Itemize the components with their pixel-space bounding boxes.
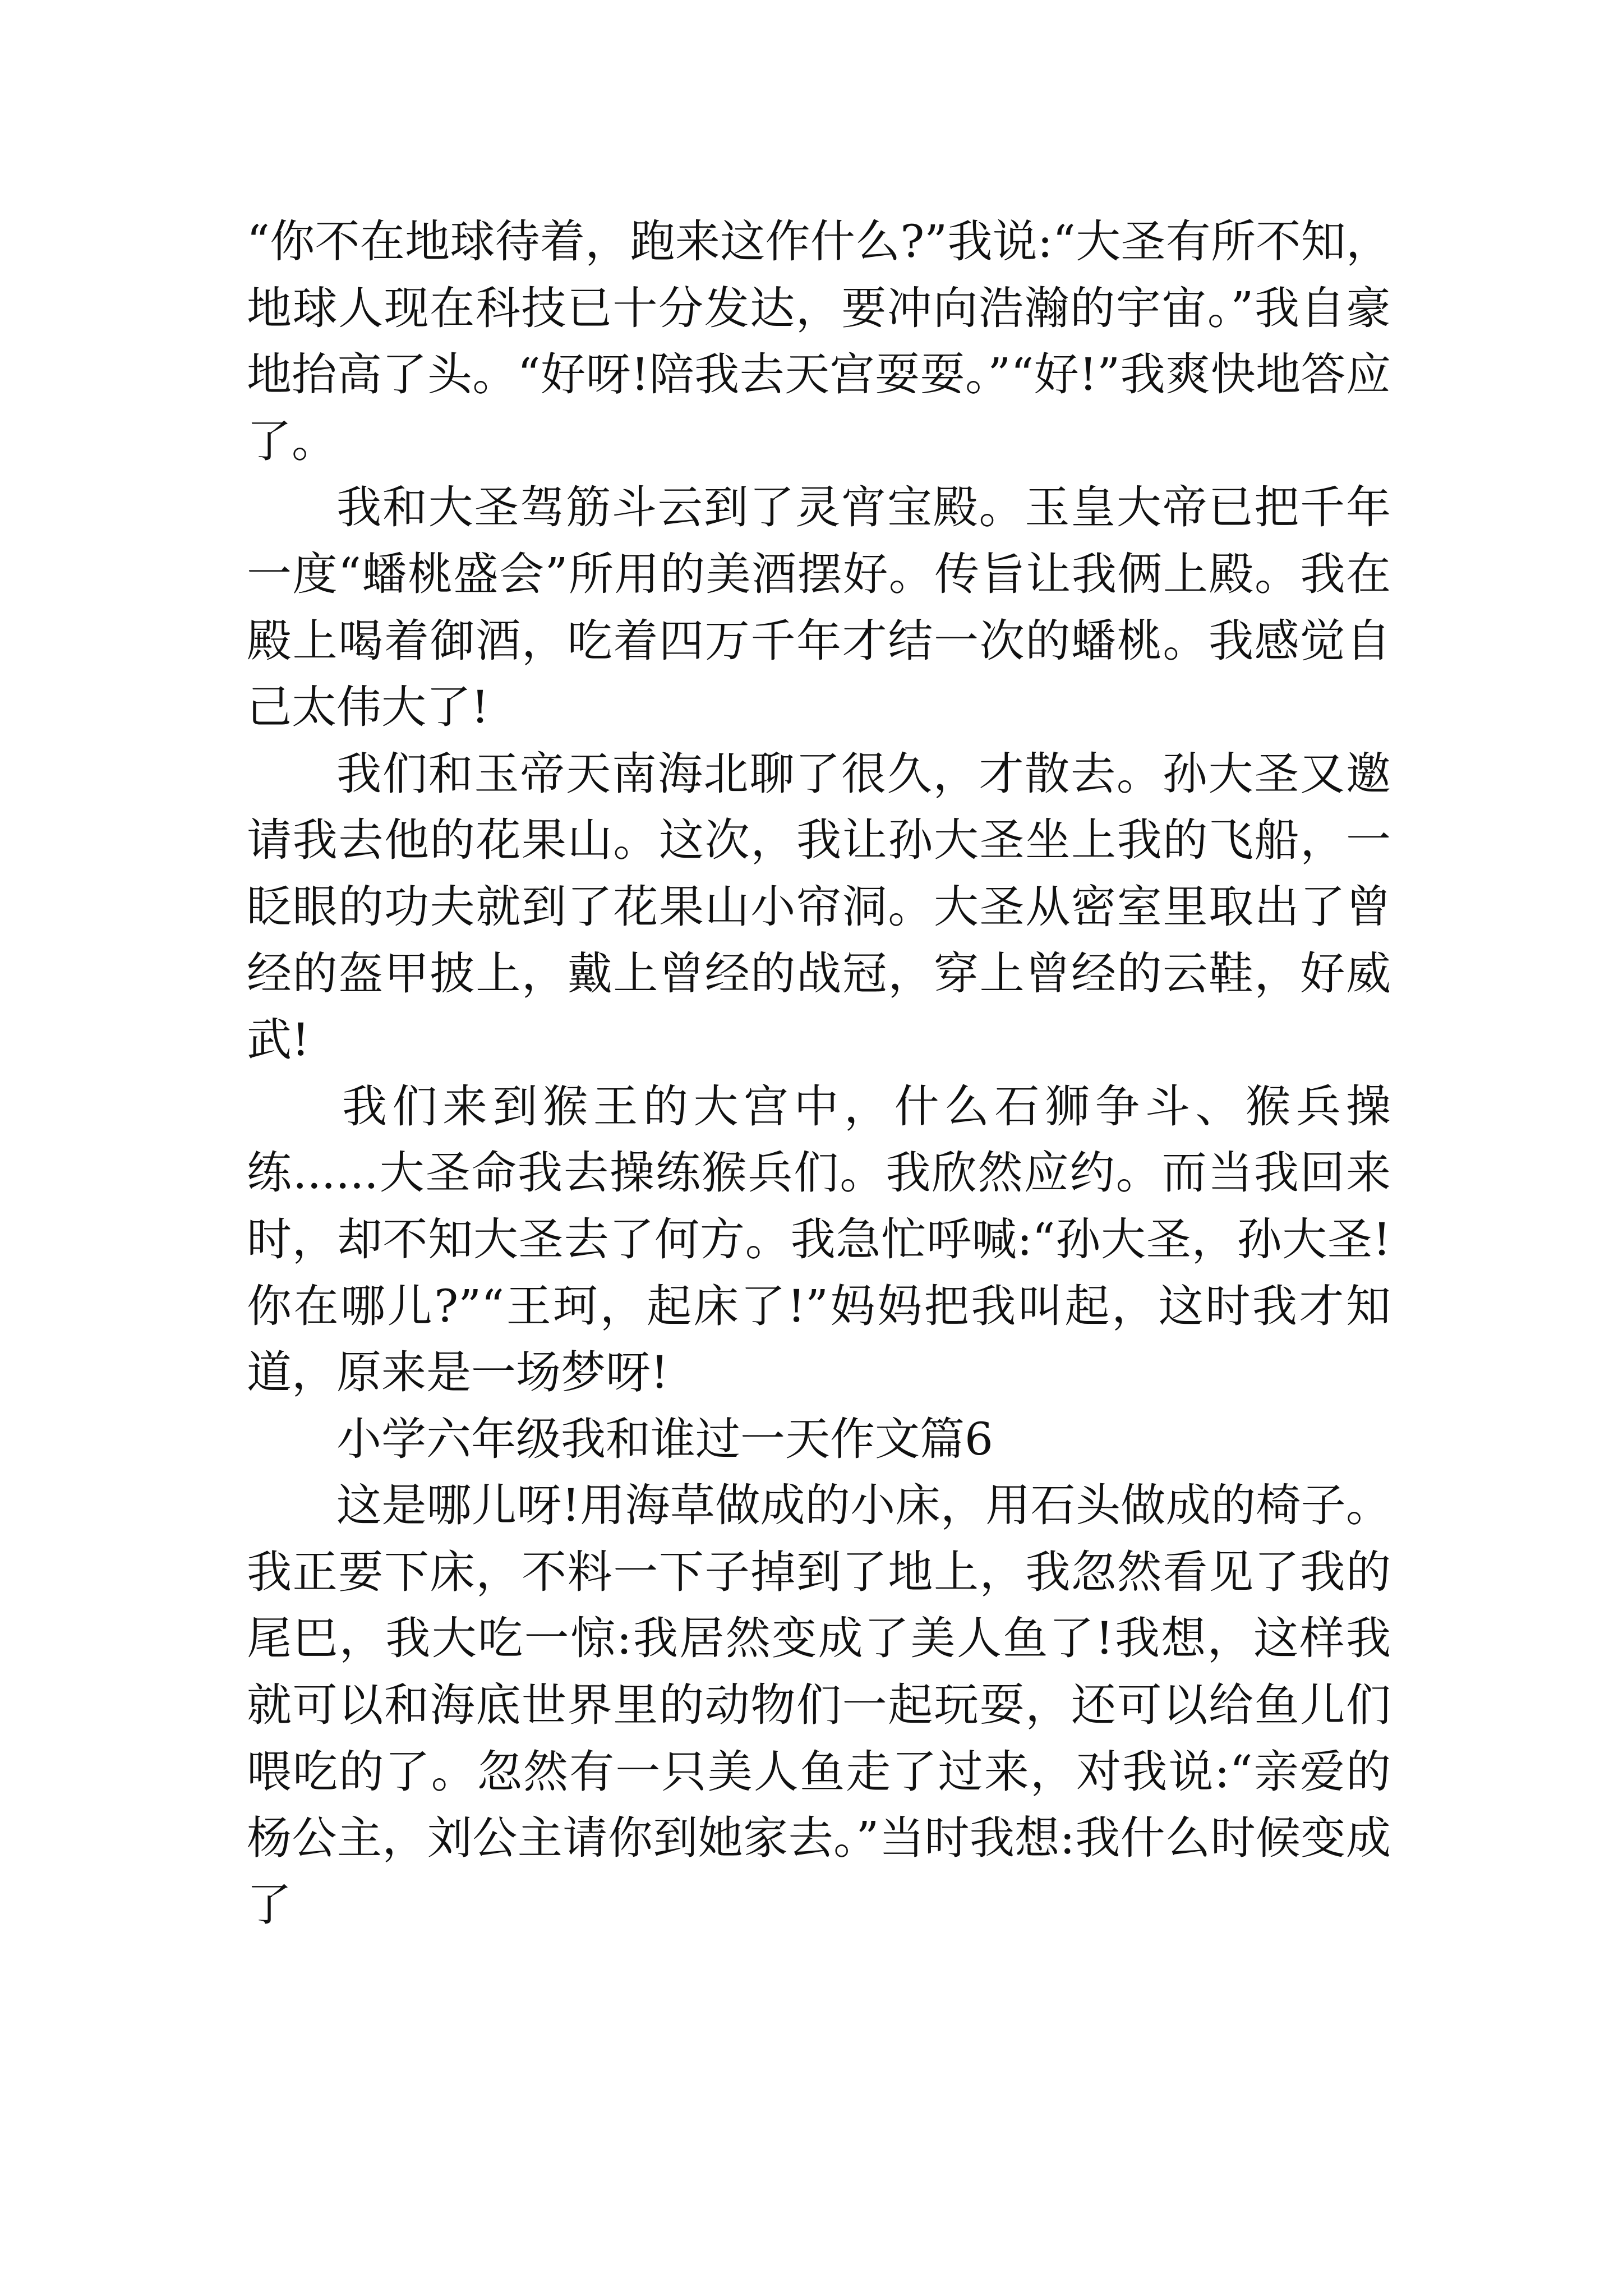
paragraph-4: 我们来到猴王的大宫中，什么石狮争斗、猴兵操练......大圣命我去操练猴兵们。我欣然应约。而当我回来时，却不知大圣去了何方。我急忙呼喊:“孙大圣，孙大圣!你在哪儿?”“王珂，起床了!”妈妈把我叫起，这时我才知道，原来是一场梦呀! (247, 1080, 1391, 1399)
paragraph-5: 这是哪儿呀!用海草做成的小床，用石头做成的椅子。我正要下床，不料一下子掉到了地上，我忽然看见了我的尾巴，我大吃一惊:我居然变成了美人鱼了!我想，这样我就可以和海底世界里的动物们一起玩耍，还可以给鱼儿们喂吃的了。忽然有一只美人鱼走了过来，对我说:“亲爱的杨公主，刘公主请你到她家去。”当时我想:我什么时候变成了 (247, 1479, 1391, 1931)
paragraph-1: “你不在地球待着，跑来这作什么?”我说:“大圣有所不知，地球人现在科技已十分发达，要冲向浩瀚的宇宙。”我自豪地抬高了头。“好呀!陪我去天宫耍耍。”“好!”我爽快地答应了。 (247, 215, 1391, 467)
section-heading: 小学六年级我和谁过一天作文篇6 (336, 1412, 993, 1465)
paragraph-2: 我和大圣驾筋斗云到了灵宵宝殿。玉皇大帝已把千年一度“蟠桃盛会”所用的美酒摆好。传旨让我俩上殿。我在殿上喝着御酒，吃着四万千年才结一次的蟠桃。我感觉自己太伟大了! (247, 481, 1391, 734)
document-body (247, 209, 1391, 1938)
paragraph-3: 我们和玉帝天南海北聊了很久，才散去。孙大圣又邀请我去他的花果山。这次，我让孙大圣坐上我的飞船，一眨眼的功夫就到了花果山小帘洞。大圣从密室里取出了曾经的盔甲披上，戴上曾经的战冠，穿上曾经的云鞋，好威武! (247, 747, 1391, 1066)
